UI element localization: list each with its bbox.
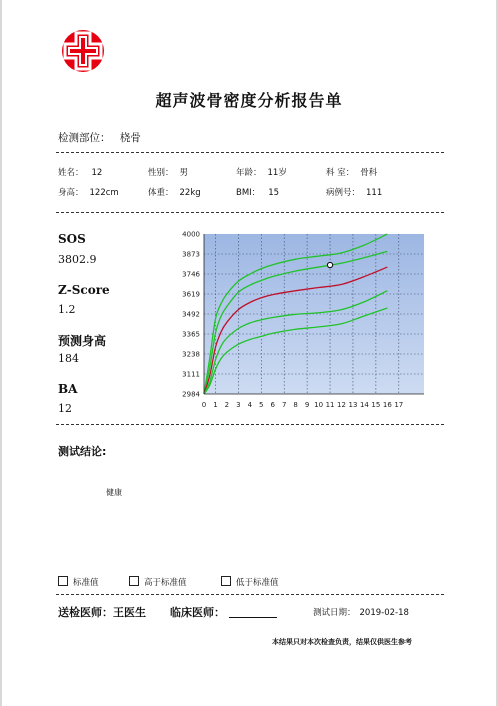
x-tick-label: 13 bbox=[348, 401, 358, 409]
weight-field bbox=[148, 186, 201, 198]
y-tick-label: 3492 bbox=[182, 310, 200, 319]
name-label: 姓名： bbox=[58, 168, 84, 178]
case-field bbox=[326, 186, 382, 198]
checkbox-standard-label: 标准值 bbox=[73, 578, 99, 588]
checkbox-below-label: 低于标准值 bbox=[236, 578, 279, 588]
checkbox-below[interactable] bbox=[221, 576, 279, 588]
sex-field bbox=[148, 166, 188, 178]
divider bbox=[56, 212, 444, 213]
site-row bbox=[58, 130, 141, 145]
x-tick-label: 8 bbox=[293, 401, 298, 409]
weight-label: 体重： bbox=[148, 188, 174, 198]
predicted-height-value: 184 bbox=[58, 352, 79, 365]
clinical-doctor-signature-line bbox=[229, 617, 277, 618]
zscore-value: 1.2 bbox=[58, 303, 76, 316]
x-tick-label: 7 bbox=[281, 401, 287, 409]
name-field bbox=[58, 166, 102, 178]
y-tick-label: 3873 bbox=[182, 250, 200, 259]
conclusion-label: 测试结论: bbox=[58, 445, 107, 458]
dept-label: 科 室： bbox=[326, 168, 355, 178]
x-tick-label: 14 bbox=[359, 401, 369, 409]
sex-value: 男 bbox=[179, 168, 189, 178]
height-value: 122cm bbox=[89, 188, 119, 198]
site-label: 检测部位： bbox=[58, 132, 111, 144]
case-label: 病例号： bbox=[326, 188, 361, 198]
report-title: 超声波骨密度分析报告单 bbox=[155, 91, 343, 110]
x-tick-label: 6 bbox=[270, 401, 275, 409]
divider bbox=[56, 152, 444, 153]
bmi-value: 15 bbox=[268, 188, 280, 198]
divider bbox=[56, 424, 444, 425]
sender-doctor: 送检医师：王医生 bbox=[58, 606, 146, 619]
red-cross-logo-icon bbox=[60, 28, 106, 74]
sos-value: 3802.9 bbox=[58, 253, 97, 266]
sex-label: 性别： bbox=[148, 168, 174, 178]
bone-density-chart bbox=[168, 222, 432, 418]
checkbox-standard[interactable] bbox=[58, 576, 99, 588]
case-value: 111 bbox=[366, 188, 383, 198]
x-tick-label: 9 bbox=[304, 401, 310, 409]
x-tick-label: 5 bbox=[259, 401, 264, 409]
bmi-field bbox=[236, 186, 279, 198]
height-label: 身高： bbox=[58, 188, 84, 198]
height-field bbox=[58, 186, 119, 198]
y-tick-label: 2984 bbox=[182, 390, 200, 399]
divider bbox=[56, 594, 444, 595]
age-label: 年龄： bbox=[236, 168, 262, 178]
x-tick-label: 0 bbox=[201, 401, 207, 409]
x-tick-label: 11 bbox=[325, 401, 335, 409]
y-tick-label: 3238 bbox=[182, 350, 200, 359]
name-value: 12 bbox=[91, 168, 103, 178]
checkbox-below-box[interactable] bbox=[221, 576, 231, 586]
x-tick-label: 4 bbox=[247, 401, 253, 409]
weight-value: 22kg bbox=[179, 188, 201, 198]
conclusion-text: 健康 bbox=[106, 488, 122, 497]
x-tick-label: 17 bbox=[394, 401, 404, 409]
x-tick-label: 15 bbox=[371, 401, 381, 409]
test-date-label: 测试日期： bbox=[313, 608, 356, 618]
patient-point-marker bbox=[327, 262, 332, 267]
predicted-height-label: 预测身高 bbox=[58, 334, 107, 348]
test-date bbox=[313, 606, 409, 618]
y-tick-label: 3111 bbox=[182, 370, 200, 379]
x-tick-label: 1 bbox=[213, 401, 218, 409]
checkbox-above-box[interactable] bbox=[129, 576, 139, 586]
checkbox-standard-box[interactable] bbox=[58, 576, 68, 586]
dept-field bbox=[326, 166, 377, 178]
test-date-value: 2019-02-18 bbox=[359, 608, 409, 618]
x-tick-label: 2 bbox=[224, 401, 230, 409]
x-tick-label: 3 bbox=[236, 401, 241, 409]
age-value: 11岁 bbox=[267, 168, 287, 178]
x-tick-label: 10 bbox=[314, 401, 324, 409]
y-tick-label: 3365 bbox=[182, 330, 200, 339]
sos-label: SOS bbox=[58, 232, 86, 246]
bmi-label: BMI： bbox=[236, 188, 261, 198]
y-tick-label: 3746 bbox=[182, 270, 200, 279]
clinical-doctor-label: 临床医师： bbox=[170, 606, 225, 619]
dept-value: 骨科 bbox=[360, 168, 378, 178]
ba-value: 12 bbox=[58, 402, 72, 415]
y-tick-label: 4000 bbox=[182, 230, 200, 239]
ba-label: BA bbox=[58, 382, 78, 396]
disclaimer: 本结果只对本次检查负责，结果仅供医生参考 bbox=[272, 638, 412, 646]
zscore-label: Z-Score bbox=[58, 283, 110, 297]
age-field bbox=[236, 166, 287, 178]
checkbox-above[interactable] bbox=[129, 576, 187, 588]
x-tick-label: 16 bbox=[382, 401, 392, 409]
x-tick-label: 12 bbox=[337, 401, 346, 409]
checkbox-above-label: 高于标准值 bbox=[144, 578, 187, 588]
site-value: 桡骨 bbox=[119, 132, 141, 144]
y-tick-label: 3619 bbox=[182, 290, 200, 299]
